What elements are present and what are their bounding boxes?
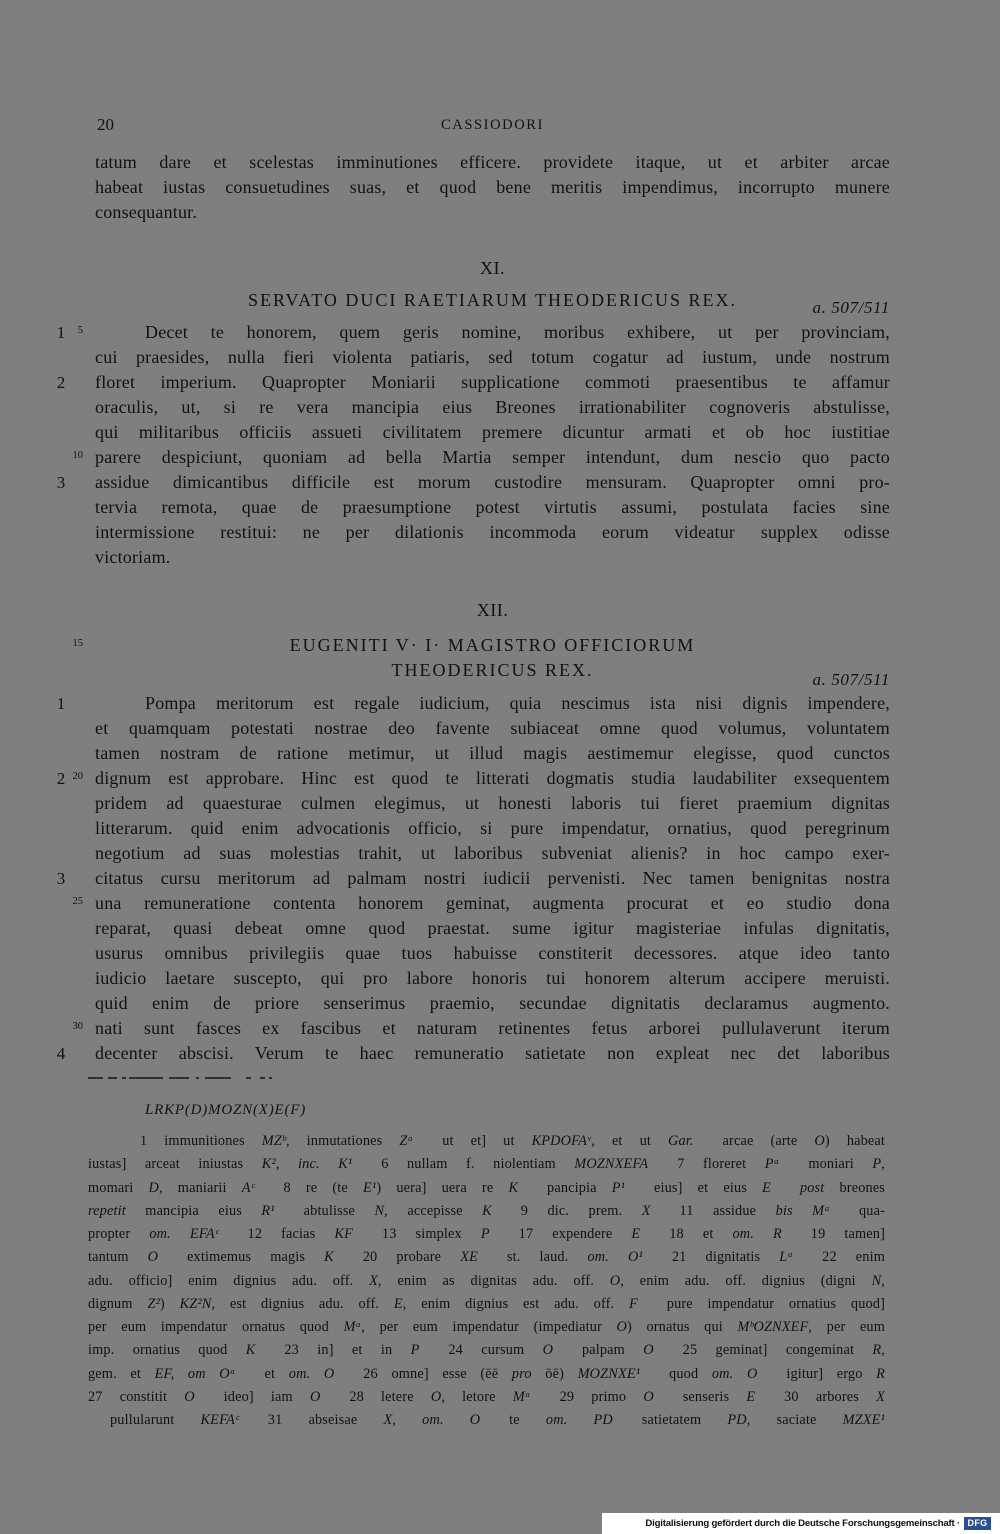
apparatus-text: , saciate bbox=[746, 1412, 843, 1428]
text-line bbox=[95, 395, 890, 420]
apparatus-siglum: EF, om Oᵃ bbox=[154, 1365, 236, 1382]
apparatus-siglum: MOZNXEFA bbox=[574, 1156, 649, 1173]
manuscript-sigla: LRKP(D)MOZN(X)E(F) bbox=[145, 1102, 307, 1118]
text-line bbox=[95, 520, 890, 545]
apparatus-siglum: repetit bbox=[88, 1202, 126, 1219]
apparatus-siglum: om. PD bbox=[545, 1412, 613, 1428]
text-line bbox=[95, 966, 890, 991]
apparatus-text: arcae (arte bbox=[693, 1133, 815, 1149]
apparatus-text: ) uera] uera re bbox=[376, 1179, 509, 1196]
letter-number: XI. bbox=[480, 258, 505, 278]
apparatus-text: 11 assidue bbox=[650, 1202, 776, 1219]
apparatus-text: , enim as dignitas adu. off. bbox=[378, 1272, 610, 1289]
credit-text: Digitalisierung gefördert durch die Deutsche Forschungsgemeinschaft · bbox=[645, 1518, 960, 1529]
line-text: litterarum. quid enim advocationis officio, si pure impendatur, ornatius, quod peregrinum bbox=[95, 818, 890, 838]
apparatus-text: , per eum bbox=[808, 1319, 885, 1335]
apparatus-text: abtulisse bbox=[274, 1202, 375, 1219]
section-number: 4 bbox=[56, 1044, 66, 1063]
line-text: tatum dare et scelestas imminutiones efficere. providete itaque, ut et arbiter arcae bbox=[95, 152, 890, 172]
text-line bbox=[56, 1041, 890, 1066]
apparatus-text: 28 letere bbox=[320, 1388, 431, 1405]
apparatus-siglum: K², inc. K¹ bbox=[261, 1156, 353, 1173]
apparatus-siglum: om. O bbox=[288, 1365, 335, 1382]
apparatus-siglum: E¹ bbox=[363, 1179, 377, 1196]
line-text: negotium ad suas molestias trahit, ut laboribus subveniat alienis? in hoc campo exer- bbox=[95, 843, 890, 863]
apparatus-text: ) ornatus qui bbox=[627, 1319, 738, 1335]
apparatus-siglum: K bbox=[508, 1179, 519, 1196]
line-text: habeat iustas consuetudines suas, et quod bene meritis impendimus, incorrupto munere bbox=[95, 177, 890, 197]
apparatus-siglum: N bbox=[871, 1272, 882, 1289]
text-line bbox=[95, 175, 890, 200]
apparatus-text: 31 abseisae bbox=[238, 1412, 384, 1428]
apparatus-text: imp. ornatius quod bbox=[88, 1342, 246, 1359]
apparatus-text: qua- bbox=[830, 1202, 885, 1219]
line-text: una remuneratione contenta honorem geminat, augmenta procurat et eo studio dona bbox=[95, 893, 890, 913]
apparatus-text: senseris bbox=[653, 1388, 747, 1405]
apparatus-text: pancipia bbox=[518, 1179, 612, 1196]
apparatus-siglum: O bbox=[616, 1319, 628, 1335]
apparatus-siglum: KPDOFAᵛ bbox=[531, 1133, 592, 1149]
apparatus-text: te bbox=[480, 1412, 546, 1428]
line-text: et quamquam potestati nostrae deo favente subiaceat omne quod volumus, voluntatem bbox=[95, 718, 890, 738]
apparatus-text: 8 re (te bbox=[254, 1179, 364, 1196]
apparatus-siglum: O bbox=[609, 1272, 621, 1289]
apparatus-line bbox=[88, 1270, 885, 1293]
apparatus-siglum: om. R bbox=[732, 1226, 782, 1242]
apparatus-siglum: Mᵃ bbox=[512, 1388, 531, 1405]
apparatus-siglum: O bbox=[430, 1388, 442, 1405]
text-line bbox=[56, 470, 890, 495]
section-number: 2 bbox=[56, 373, 66, 392]
apparatus-text: 24 cursum bbox=[419, 1342, 543, 1359]
apparatus-siglum: XE bbox=[460, 1249, 478, 1266]
line-text: nati sunt fasces ex fascibus et naturam retinentes fetus arborei pullulaverunt iterum bbox=[95, 1018, 890, 1038]
text-line bbox=[95, 941, 890, 966]
apparatus-text: tantum bbox=[88, 1249, 148, 1266]
apparatus-text: igitur] ergo bbox=[757, 1365, 877, 1382]
apparatus-line bbox=[88, 1200, 885, 1223]
line-text: intermissione restitui: ne per dilationis incommoda eorum videatur supplex odisse bbox=[95, 522, 890, 542]
apparatus-line bbox=[88, 1246, 885, 1269]
apparatus-siglum: Z² bbox=[147, 1295, 160, 1312]
line-number: 30 bbox=[72, 1021, 83, 1032]
apparatus-text: , bbox=[881, 1342, 885, 1359]
line-text: assidue dimicantibus difficile est morum custodire mensuram. Quapropter omni pro- bbox=[95, 472, 890, 492]
apparatus-line bbox=[88, 1386, 885, 1409]
apparatus-text: per eum impendatur ornatus quod bbox=[88, 1319, 344, 1335]
apparatus-siglum: KZ²N bbox=[179, 1295, 212, 1312]
apparatus-text: 1 immunitiones bbox=[140, 1133, 262, 1149]
apparatus-siglum: X bbox=[641, 1202, 651, 1219]
apparatus-siglum: X bbox=[369, 1272, 379, 1289]
apparatus-line bbox=[88, 1130, 885, 1153]
text-line bbox=[56, 866, 890, 891]
apparatus-siglum: KEFAᶜ bbox=[200, 1412, 239, 1428]
letter-title: THEODERICUS REX. bbox=[391, 660, 594, 680]
apparatus-text: gem. et bbox=[88, 1365, 155, 1382]
text-line bbox=[95, 345, 890, 370]
text-line bbox=[72, 445, 890, 470]
apparatus-siglum: P bbox=[480, 1226, 490, 1242]
text-line bbox=[95, 741, 890, 766]
apparatus-siglum: KF bbox=[334, 1226, 353, 1242]
apparatus-siglum: N bbox=[374, 1202, 385, 1219]
apparatus-siglum: pro bbox=[511, 1365, 532, 1382]
dfg-logo-icon: DFG bbox=[964, 1517, 991, 1530]
apparatus-text: quod bbox=[640, 1365, 712, 1382]
apparatus-siglum: D bbox=[148, 1179, 159, 1196]
apparatus-text: , bbox=[881, 1272, 885, 1289]
apparatus-text: palpam bbox=[553, 1342, 644, 1359]
apparatus-text bbox=[771, 1180, 800, 1196]
apparatus-text: dignum bbox=[88, 1295, 148, 1312]
apparatus-siglum: K bbox=[482, 1202, 492, 1219]
line-text: citatus cursu meritorum ad palmam nostri iudicii pervenisti. Nec tamen benignitas nostra bbox=[95, 868, 890, 888]
apparatus-text: iustas] arceat iniustas bbox=[88, 1156, 262, 1173]
text-line bbox=[72, 891, 890, 916]
line-number: 5 bbox=[77, 325, 83, 336]
apparatus-text: 30 arbores bbox=[755, 1388, 877, 1405]
line-text: reparat, quasi debeat omne quod praestat. sume igitur magisteriae infulas dignitatis, bbox=[95, 918, 890, 938]
text-line bbox=[72, 1016, 890, 1041]
line-text: pridem ad quaesturae culmen elegimus, ut honesti laboris tui fieret praemium dignitas bbox=[95, 793, 890, 813]
apparatus-text: satietatem bbox=[612, 1412, 728, 1428]
apparatus-text: 23 in] et in bbox=[255, 1342, 411, 1359]
apparatus-siglum: P bbox=[410, 1342, 420, 1359]
line-text: tamen nostram de ratione metimur, ut illud magis aestimemur elegisse, quod cunctos bbox=[95, 743, 890, 763]
text-line bbox=[95, 545, 890, 570]
apparatus-text: et bbox=[235, 1365, 289, 1382]
apparatus-text: extimemus magis bbox=[158, 1249, 325, 1266]
apparatus-text: , enim dignius est adu. off. bbox=[402, 1295, 630, 1312]
section-number: 1 bbox=[56, 323, 66, 342]
apparatus-text: 17 expendere bbox=[489, 1226, 632, 1242]
line-text: usurus omnibus privilegiis quae tuos habuisse constiterit decessores. atque ideo tanto bbox=[95, 943, 890, 963]
letter-title: SERVATO DUCI RAETIARUM THEODERICUS REX. bbox=[247, 290, 738, 310]
letter-heading bbox=[95, 288, 890, 317]
apparatus-siglum: Mᵃ bbox=[343, 1319, 362, 1335]
apparatus-text: adu. officio] enim dignius adu. off. bbox=[88, 1272, 370, 1289]
line-text: floret imperium. Quapropter Moniarii supplicatione commoti praesentibus te affamur bbox=[95, 372, 890, 392]
apparatus-siglum: MZXE¹ bbox=[842, 1412, 885, 1428]
apparatus-text: 9 dic. prem. bbox=[491, 1202, 642, 1219]
section-number: 3 bbox=[56, 869, 66, 888]
letter-title: EUGENITI V· I· MAGISTRO OFFICIORUM bbox=[289, 635, 696, 655]
text-line bbox=[95, 841, 890, 866]
section-number: 2 bbox=[56, 769, 66, 788]
apparatus-siglum: E bbox=[631, 1226, 641, 1242]
apparatus-siglum: om. EFAᶜ bbox=[149, 1226, 219, 1242]
apparatus-text: ) habeat bbox=[824, 1133, 885, 1149]
apparatus-text: propter bbox=[88, 1226, 150, 1242]
apparatus-siglum: P¹ bbox=[611, 1179, 626, 1196]
apparatus-siglum: O bbox=[309, 1388, 321, 1405]
line-text: victoriam. bbox=[95, 547, 171, 567]
line-text: decenter abscisi. Verum te haec remuneratio satietate non expleat nec det laboribus bbox=[95, 1043, 890, 1063]
apparatus-text: pure impendatur ornatius quod] bbox=[637, 1295, 885, 1312]
apparatus-siglum: O bbox=[542, 1342, 554, 1359]
apparatus-siglum: MOZNXE¹ bbox=[577, 1365, 641, 1382]
apparatus-text: momari bbox=[88, 1179, 149, 1196]
apparatus-text: pullularunt bbox=[110, 1412, 201, 1428]
apparatus-line bbox=[88, 1293, 885, 1316]
apparatus-text: st. laud. bbox=[477, 1249, 588, 1266]
apparatus-siglum: E bbox=[762, 1179, 772, 1196]
apparatus-line bbox=[88, 1177, 885, 1200]
apparatus-text: , letore bbox=[441, 1388, 513, 1405]
apparatus-text: 18 et bbox=[640, 1226, 733, 1242]
line-number: 20 bbox=[72, 771, 83, 782]
section-number: 1 bbox=[56, 694, 66, 713]
line-text: qui militaribus officiis assueti civilitatem premere dicuntur armati et ob hoc iustitiae bbox=[95, 422, 890, 442]
apparatus-line bbox=[88, 1223, 885, 1246]
letter-number: XII. bbox=[476, 600, 509, 620]
apparatus-siglum: R bbox=[876, 1365, 885, 1382]
apparatus-line bbox=[88, 1316, 885, 1339]
page-number: 20 bbox=[97, 115, 114, 134]
text-line bbox=[95, 816, 890, 841]
letter-heading bbox=[95, 658, 890, 689]
text-line bbox=[95, 991, 890, 1016]
apparatus-text: ut et] ut bbox=[413, 1133, 532, 1149]
apparatus-text: 25 geminat] congeminat bbox=[653, 1342, 873, 1359]
apparatus-siglum: om. O¹ bbox=[587, 1249, 643, 1266]
line-text: tervia remota, quae de praesumptione potest virtutis assumi, postulata facies sine bbox=[95, 497, 890, 517]
apparatus-siglum: P bbox=[872, 1156, 882, 1173]
apparatus-text: 21 dignitatis bbox=[642, 1249, 780, 1266]
line-text: cui praesides, nulla fieri violenta patiaris, sed totum cogatur ad iustum, unde nostrum bbox=[95, 347, 890, 367]
apparatus-text: , bbox=[881, 1156, 885, 1173]
apparatus-text: 7 floreret bbox=[648, 1156, 765, 1173]
apparatus-text: , accepisse bbox=[384, 1202, 483, 1219]
footnote-rule bbox=[88, 1076, 293, 1080]
apparatus-text: moniari bbox=[779, 1156, 873, 1173]
line-text: iudicio laetare suscepto, qui pro labore honoris tui honorem alterum accipere meruisti. bbox=[95, 968, 890, 988]
apparatus-siglum: MZᵇ bbox=[261, 1133, 286, 1149]
critical-apparatus bbox=[88, 1130, 885, 1432]
apparatus-text: , et ut bbox=[591, 1133, 669, 1149]
apparatus-siglum: O bbox=[814, 1133, 825, 1149]
apparatus-text: , per eum impendatur (impediatur bbox=[361, 1319, 617, 1335]
apparatus-text: , enim adu. off. dignius (digni bbox=[620, 1272, 872, 1289]
apparatus-siglum: PD bbox=[727, 1412, 747, 1428]
apparatus-siglum: om. O bbox=[711, 1365, 758, 1382]
apparatus-siglum: E bbox=[393, 1295, 403, 1312]
apparatus-siglum: O bbox=[184, 1388, 195, 1405]
apparatus-siglum: O bbox=[643, 1342, 654, 1359]
letter-body bbox=[56, 320, 890, 570]
line-number: 10 bbox=[72, 450, 83, 461]
apparatus-siglum: R bbox=[872, 1342, 882, 1359]
apparatus-line bbox=[88, 1153, 885, 1176]
text-line bbox=[95, 916, 890, 941]
section-number: 3 bbox=[56, 473, 66, 492]
line-text: quid enim de priore senserimus praemio, secundae dignitatis declaramus augmento. bbox=[95, 993, 890, 1013]
apparatus-siglum: Aᶜ bbox=[241, 1179, 255, 1196]
apparatus-siglum: Pᵃ bbox=[764, 1156, 780, 1173]
apparatus-siglum: X, om. O bbox=[383, 1412, 481, 1428]
apparatus-line bbox=[88, 1363, 885, 1386]
apparatus-text: 26 omne] esse (ēē bbox=[334, 1365, 512, 1382]
running-header bbox=[95, 112, 890, 138]
apparatus-siglum: R¹ bbox=[261, 1202, 275, 1219]
digitization-credit bbox=[602, 1513, 1000, 1534]
apparatus-siglum: post bbox=[799, 1179, 825, 1196]
apparatus-siglum: MᵇOZNXEF bbox=[737, 1319, 809, 1335]
text-line bbox=[56, 766, 890, 791]
apparatus-siglum: Zᵃ bbox=[399, 1133, 414, 1149]
apparatus-siglum: X bbox=[876, 1388, 885, 1405]
letter-heading bbox=[72, 633, 890, 658]
apparatus-text: 12 facias bbox=[218, 1226, 335, 1242]
apparatus-text: 29 primo bbox=[530, 1388, 644, 1405]
apparatus-text: , inmutationes bbox=[285, 1133, 400, 1149]
text-line bbox=[56, 370, 890, 395]
apparatus-text: ideo] iam bbox=[194, 1388, 310, 1405]
text-line bbox=[95, 150, 890, 175]
apparatus-text: 20 probare bbox=[333, 1249, 461, 1266]
line-text: Pompa meritorum est regale iudicium, quia nescimus ista nisi dignis impendere, bbox=[145, 693, 890, 713]
text-line bbox=[95, 716, 890, 741]
apparatus-line bbox=[88, 1409, 885, 1432]
apparatus-text: ) bbox=[159, 1295, 180, 1312]
letter-body bbox=[56, 691, 890, 1066]
apparatus-siglum: Gar. bbox=[668, 1133, 694, 1149]
apparatus-text: 19 tamen] bbox=[781, 1226, 885, 1242]
letter-date: a. 507/511 bbox=[812, 298, 890, 317]
text-line bbox=[56, 691, 890, 716]
apparatus-siglum: E bbox=[746, 1388, 756, 1405]
letter-date: a. 507/511 bbox=[812, 670, 890, 689]
text-line bbox=[95, 200, 890, 225]
apparatus-text: 27 constitit bbox=[88, 1388, 185, 1405]
apparatus-text: 22 enim bbox=[793, 1249, 885, 1266]
apparatus-text: ōē) bbox=[531, 1365, 578, 1382]
running-title: CASSIODORI bbox=[440, 117, 544, 133]
apparatus-line bbox=[88, 1339, 885, 1362]
line-number: 15 bbox=[72, 638, 83, 649]
line-text: Decet te honorem, quem geris nomine, moribus exhibere, ut per provinciam, bbox=[145, 322, 890, 342]
apparatus-siglum: bis Mᵃ bbox=[775, 1202, 831, 1219]
line-text: parere despiciunt, quoniam ad bella Martia semper intendunt, dum nescio quo pacto bbox=[95, 447, 890, 467]
line-text: dignum est approbare. Hinc est quod te litterati dogmatis studia laudabiliter exsequentem bbox=[95, 768, 890, 788]
apparatus-text: 13 simplex bbox=[353, 1226, 481, 1242]
apparatus-text: , est dignius adu. off. bbox=[211, 1295, 394, 1312]
apparatus-siglum: F bbox=[629, 1295, 638, 1312]
apparatus-siglum: K bbox=[324, 1249, 334, 1266]
text-line bbox=[95, 495, 890, 520]
apparatus-text: eius] et eius bbox=[625, 1179, 763, 1196]
line-number: 25 bbox=[72, 896, 83, 907]
apparatus-text: breones bbox=[824, 1179, 885, 1196]
apparatus-text: , maniarii bbox=[158, 1179, 242, 1196]
text-line bbox=[95, 420, 890, 445]
apparatus-text: 6 nullam f. niolentiam bbox=[352, 1156, 575, 1173]
apparatus-siglum: K bbox=[245, 1342, 256, 1359]
text-line bbox=[56, 320, 890, 345]
apparatus-siglum: O bbox=[643, 1388, 654, 1405]
text-line bbox=[95, 791, 890, 816]
apparatus-siglum: O bbox=[147, 1249, 159, 1266]
apparatus-text: mancipia eius bbox=[125, 1202, 262, 1219]
line-text: consequantur. bbox=[95, 202, 198, 222]
line-text: oraculis, ut, si re vera mancipia eius Breones irrationabiliter cognoveris abstulisse, bbox=[95, 397, 890, 417]
apparatus-siglum: Lᵃ bbox=[779, 1249, 794, 1266]
continued-text bbox=[95, 150, 890, 225]
